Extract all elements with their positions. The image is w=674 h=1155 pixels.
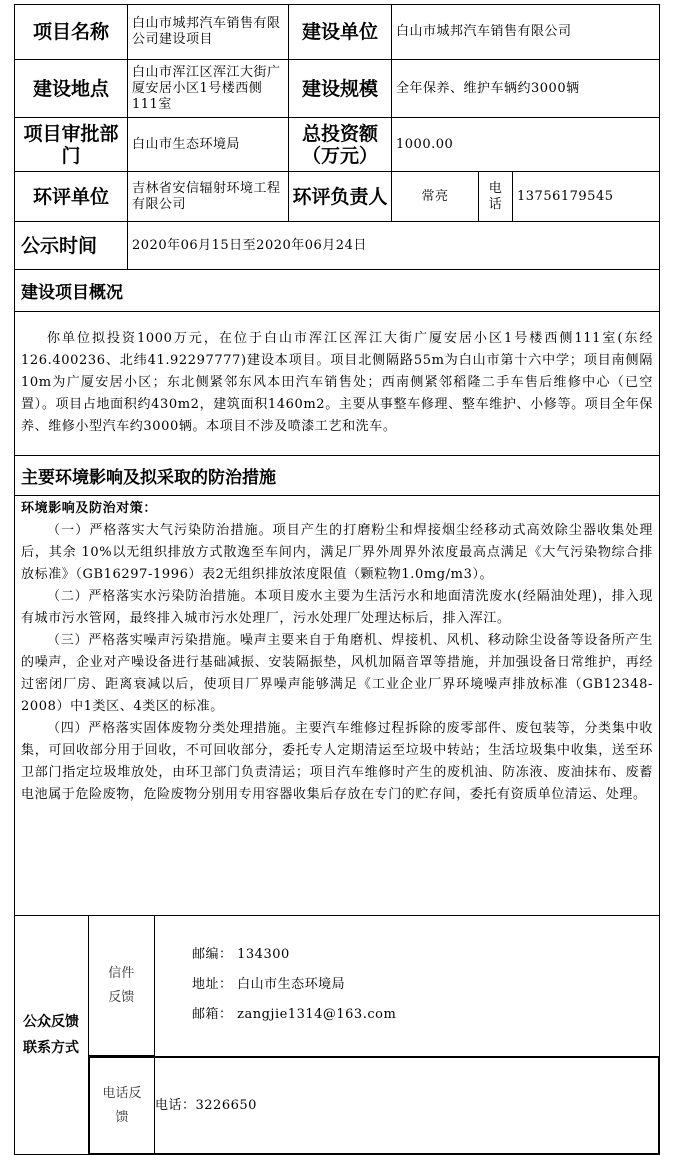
- scale-label: 建设规模: [289, 60, 392, 118]
- overview-text: 你单位拟投资1000万元，在位于白山市浑江区浑江大街广厦安居小区1号楼西侧111室(东经126.400236、北纬41.92297777)建设本项目。项目北侧隔路55m为白山市第十六中学；项目南侧隔10m为广厦安居小区；东北侧紧邻东风本田汽车销售处；西南侧紧邻稻隆二手车售后维修中心（已空置）。项目占地面积约430m2，建筑面积1460m2。主要从事整车修理、整车维护、小修等。项目全年保养、维修小型汽车约3000辆。本项目不涉及喷漆工艺和洗车。: [15, 312, 660, 456]
- builder-label: 建设单位: [289, 5, 392, 60]
- overview-title: 建设项目概况: [15, 270, 660, 312]
- location-value: 白山市浑江区浑江大街广厦安居小区1号楼西侧111室: [128, 60, 289, 118]
- feedback-label: 公众反馈联系方式: [15, 916, 89, 1155]
- approval-label: 项目审批部门: [15, 118, 128, 172]
- feedback-email: 邮箱： zangjie1314@163.com: [192, 1007, 397, 1022]
- eia-person-label: 环评负责人: [289, 172, 392, 222]
- project-name-label: 项目名称: [15, 5, 128, 60]
- measure-water: （二）严格落实水污染防治措施。本项目废水主要为生活污水和地面清洗废水(经隔油处理)，排入现有城市污水管网，最终排入城市污水处理厂，污水处理厂处理达标后，排入浑江。: [21, 589, 654, 626]
- location-label: 建设地点: [15, 60, 128, 118]
- feedback-postcode: 邮编： 134300: [192, 947, 290, 962]
- phone-feedback-label: 电话反馈: [90, 1058, 155, 1154]
- scale-value: 全年保养、维护车辆约3000辆: [392, 60, 660, 118]
- measure-noise: （三）严格落实噪声污染措施。噪声主要来自于角磨机、焊接机、风机、移动除尘设备等设备所产生的噪声，企业对产噪设备进行基础减振、安装隔振垫，风机加隔音罩等措施，并加强设备日常维护，再经过密闭厂房、距离衰减以后，使项目厂界噪声能够满足《工业企业厂界环境噪声排放标准（GB12348-2008）中1类区、4类区的标准。: [21, 633, 654, 714]
- publicity-value: 2020年06月15日至2020年06月24日: [128, 222, 660, 270]
- investment-label: 总投资额（万元）: [289, 118, 392, 172]
- measure-air: （一）严格落实大气污染防治措施。项目产生的打磨粉尘和焊接烟尘经移动式高效除尘器收集处理后，其余 10%以无组织排放方式散逸至车间内，满足厂界外周界外浓度最高点满足《大气污染物综合排放标准》（GB16297-1996）表2无组织排放浓度限值（颗粒物1.0mg/m3）。: [21, 523, 654, 582]
- phone-label: 电话: [479, 172, 513, 222]
- measure-solid-waste: （四）严格落实固体废物分类处理措施。主要汽车维修过程拆除的废零部件、废包装等，分类集中收集，可回收部分用于回收，不可回收部分，委托专人定期清运至垃圾中转站；生活垃圾集中收集，送至环卫部门指定垃圾堆放处，由环卫部门负责清运；项目汽车维修时产生的废机油、防冻液、废油抹布、废蓄电池属于危险废物，危险废物分别用专用容器收集后存放在专门的贮存间，委托有资质单位清运、处理。: [21, 721, 654, 802]
- letter-feedback-details: [154, 940, 654, 1030]
- eia-unit-label: 环评单位: [15, 172, 128, 222]
- phone-value: 13756179545: [513, 172, 660, 222]
- eia-publicity-table: [14, 4, 659, 1142]
- builder-value: 白山市城邦汽车销售有限公司: [392, 5, 660, 60]
- publicity-label: 公示时间: [15, 222, 128, 270]
- feedback-address: 地址： 白山市生态环境局: [192, 977, 346, 992]
- measures-title: 主要环境影响及拟采取的防治措施: [15, 456, 660, 496]
- eia-person-value: 常亮: [392, 172, 479, 222]
- measures-body: [15, 496, 660, 916]
- measures-head: 环境影响及防治对策：: [21, 501, 158, 516]
- eia-unit-value: 吉林省安信辐射环境工程有限公司: [128, 172, 289, 222]
- letter-feedback-label: 信件反馈: [89, 916, 154, 1056]
- feedback-phone: 电话：3226650: [155, 1058, 659, 1154]
- investment-value: 1000.00: [392, 118, 660, 172]
- project-name-value: 白山市城邦汽车销售有限公司建设项目: [128, 5, 289, 60]
- approval-value: 白山市生态环境局: [128, 118, 289, 172]
